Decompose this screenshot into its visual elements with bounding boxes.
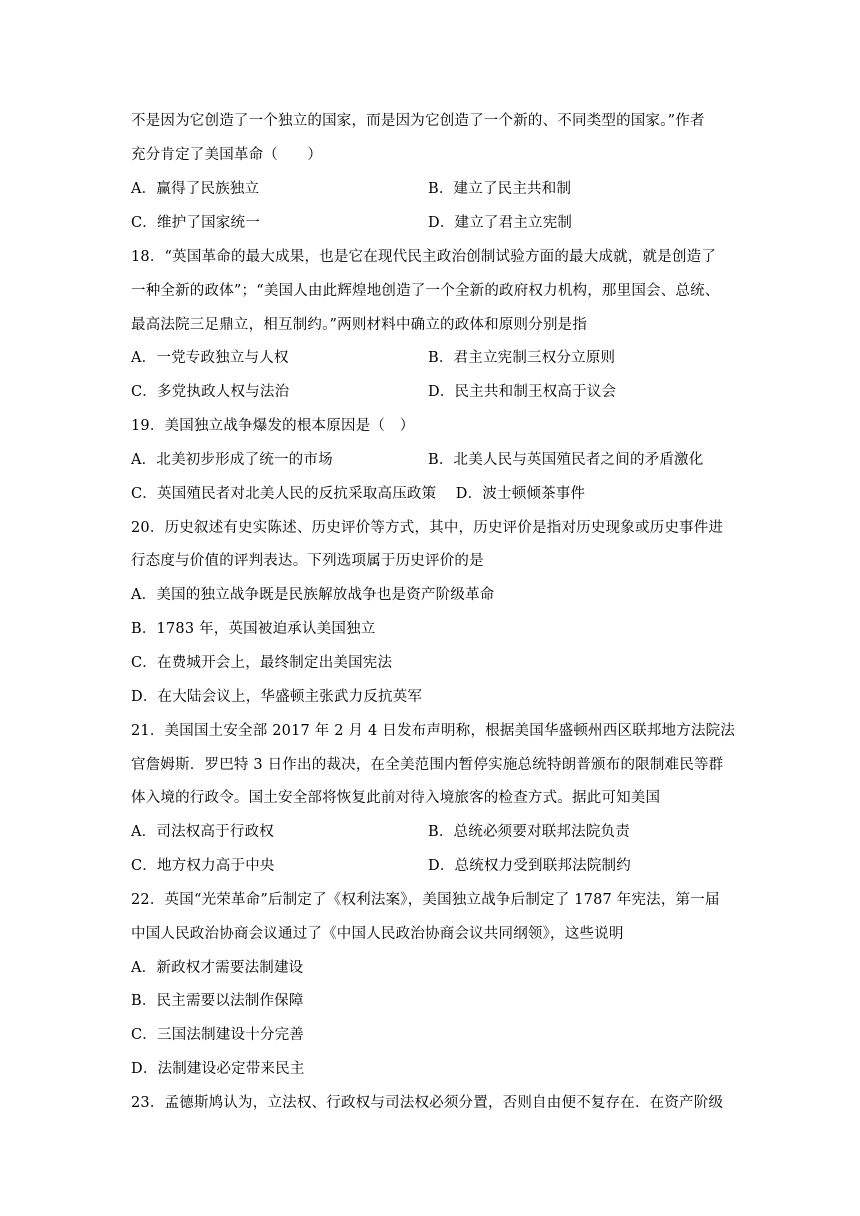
question-20-option-c: C．在费城开会上，最终制定出美国宪法 [131,655,393,671]
question-18-stem-line-1: 18．“英国革命的最大成果，也是它在现代民主政治创制试验方面的最大成就，就是创造了 [131,249,717,265]
question-18-stem-line-2: 一种全新的政体”；“美国人由此辉煌地创造了一个全新的政府权力机构，那里国会、总统、 [131,283,720,299]
question-22-stem-line-2: 中国人民政治协商会议通过了《中国人民政治协商会议共同纲领》，这些说明 [131,926,624,942]
question-22-option-d: D．法制建设必定带来民主 [131,1061,305,1077]
question-22-stem-line-1: 22．英国“光荣革命”后制定了《权利法案》，美国独立战争后制定了 1787 年宪法，第一届 [131,892,720,908]
question-17-option-d: D．建立了君主立宪制 [428,215,573,231]
question-21-stem-line-1: 21．美国国土安全部 2017 年 2 月 4 日发布声明称，根据美国华盛顿州西区联邦地方法院法 [131,723,736,739]
question-18-option-c: C．多党执政人权与法治 [131,384,290,400]
question-20-option-d: D．在大陆会议上，华盛顿主张武力反抗英军 [131,689,423,705]
question-21-option-b: B．总统必须要对联邦法院负责 [428,824,630,840]
question-21-option-a: A．司法权高于行政权 [131,824,274,840]
question-20-option-a: A．美国的独立战争既是民族解放战争也是资产阶级革命 [131,587,495,603]
question-22-option-a: A．新政权才需要法制建设 [131,960,304,976]
question-18-option-a: A．一党专政独立与人权 [131,350,289,366]
question-18-stem-line-3: 最高法院三足鼎立，相互制约。”两则材料中确立的政体和原则分别是指 [131,317,588,333]
question-19-option-a: A．北美初步形成了统一的市场 [131,452,333,468]
question-19-option-c-d: C．英国殖民者对北美人民的反抗采取高压政策 D．波士顿倾茶事件 [131,486,586,502]
question-17-stem-line-1: 不是因为它创造了一个独立的国家，而是因为它创造了一个新的、不同类型的国家。”作者 [131,113,705,129]
question-20-stem-line-2: 行态度与价值的评判表达。下列选项属于历史评价的是 [131,553,484,569]
question-21-stem-line-3: 体入境的行政令。国土安全部将恢复此前对待入境旅客的检查方式。据此可知美国 [131,790,661,806]
question-20-option-b: B．1783 年，英国被迫承认美国独立 [131,621,376,637]
question-21-option-c: C．地方权力高于中央 [131,858,275,874]
question-17-option-c: C．维护了国家统一 [131,215,260,231]
question-22-option-c: C．三国法制建设十分完善 [131,1027,304,1043]
question-19-stem: 19．美国独立战争爆发的根本原因是（ ） [131,418,415,434]
question-17-option-a: A．赢得了民族独立 [131,181,260,197]
question-17-option-b: B．建立了民主共和制 [428,181,572,197]
question-18-option-b: B．君主立宪制三权分立原则 [428,350,616,366]
question-18-option-d: D．民主共和制王权高于议会 [428,384,617,400]
question-19-option-b: B．北美人民与英国殖民者之间的矛盾激化 [428,452,704,468]
question-17-stem-line-2: 充分肯定了美国革命（ ） [131,147,323,163]
question-23-stem-line-1: 23．孟德斯鸠认为，立法权、行政权与司法权必须分置，否则自由便不复存在．在资产阶级 [131,1095,724,1111]
question-21-stem-line-2: 官詹姆斯．罗巴特 3 日作出的裁决，在全美范围内暂停实施总统特朗普颁布的限制难民等群 [131,757,724,773]
question-20-stem-line-1: 20．历史叙述有史实陈述、历史评价等方式，其中，历史评价是指对历史现象或历史事件进 [131,520,724,536]
question-21-option-d: D．总统权力受到联邦法院制约 [428,858,631,874]
question-22-option-b: B．民主需要以法制作保障 [131,993,304,1009]
